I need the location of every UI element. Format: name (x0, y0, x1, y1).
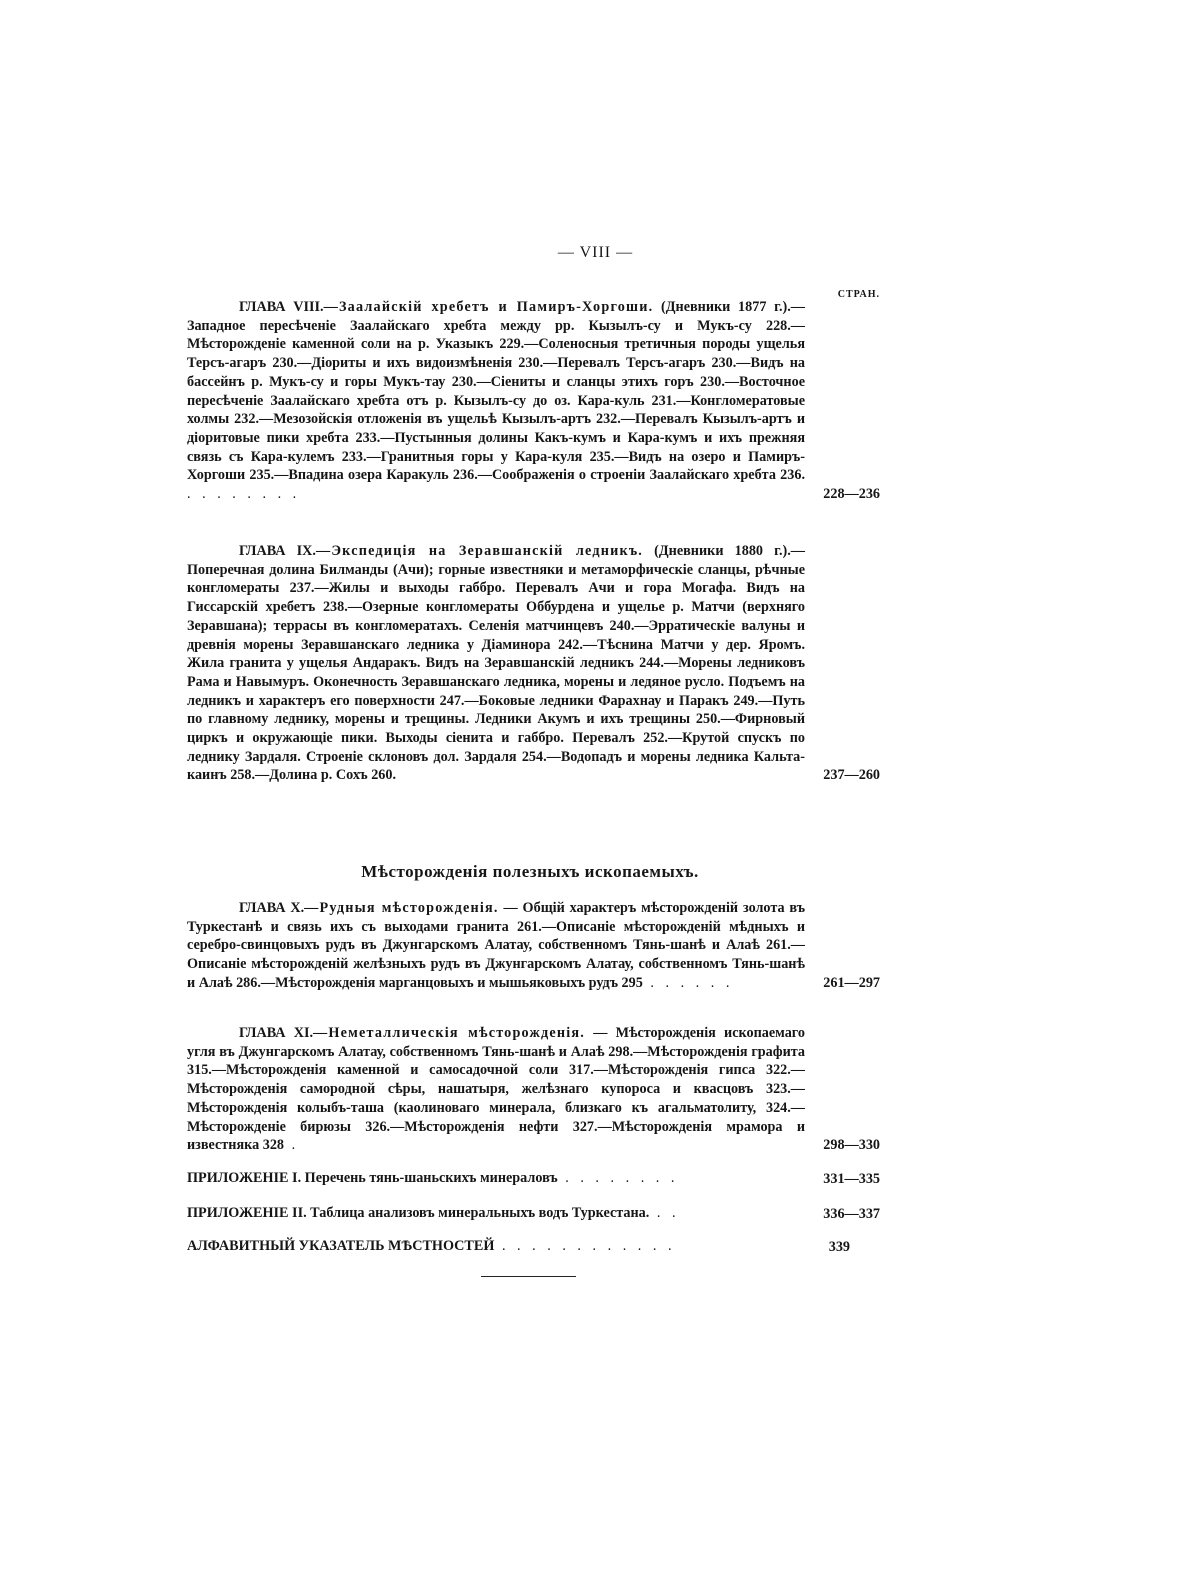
toc-entry-chapter-11 (187, 1024, 880, 1155)
chapter-title: —Рудныя мѣсторожденія. (304, 900, 499, 916)
page-range: 331—335 (823, 1171, 880, 1187)
chapter-summary: — Общій характеръ мѣсторожденій золота въ Туркестанѣ и связь ихъ съ выходами гранита 261.—Описаніе мѣсторожденій мѣдныхъ и серебро-свинцовыхъ рудъ въ Джунгарскомъ Алатау, собственномъ Тянь-шанѣ и Алаѣ 261.—Описаніе мѣсторожденій желѣзныхъ рудъ въ Джунгарскомъ Алатау, собственномъ Тянь-шанѣ и Алаѣ 286.—Мѣсторожденія марганцовыхъ и мышьяковыхъ рудъ 295 (187, 900, 806, 991)
page-range: 261—297 (823, 974, 880, 991)
toc-entry-chapter-8 (187, 298, 880, 504)
chapter-title: —Экспедиція на Зеравшанскій ледникъ. (315, 543, 644, 559)
chapter-title: —Неметаллическія мѣсторожденія. (313, 1025, 585, 1041)
leader-dots: . . . . . . . . . . . . (494, 1238, 676, 1254)
leader-dots: . . . . . . (642, 974, 734, 991)
index-title: АЛФАВИТНЫЙ УКАЗАТЕЛЬ МѢСТНОСТЕЙ (187, 1238, 495, 1254)
chapter-summary: (Дневники 1880 г.).—Поперечная долина Билманды (Ачи); горные известняки и метаморфическіе сланцы, рѣчные конгломераты 237.—Жилы и выходы габбро. Перевалъ Ачи и гора Могафа. Видъ на Гиссарскій хребетъ 238.—Озерные конгломераты Оббурдена и ущелье р. Матчи (верхняго Зеравшана); террасы въ конгломератахъ. Селенія матчинцевъ 240.—Эрратическіе валуны и древнія морены Зеравшанскаго ледника у Діаминора 242.—Тѣснина Матчи у дер. Яромъ. Жила гранита у ущелья Андаракъ. Видъ на Зеравшанскій ледникъ 244.—Морены ледниковъ Рама и Навымуръ. Оконечность Зеравшанскаго ледника, морены и ледяное русло. Подъемъ на ледникъ и характеръ его поверхности 247.—Боковые ледники Фарахнау и Паракъ 249.—Путь по главному леднику, морены и трещины. Ледники Акумъ и ихъ трещины 250.—Фирновый циркъ и окружающіе пики. Выходы сіенита и габбро. Перевалъ 252.—Крутой спускъ по леднику Зардаля. Строеніе склоновъ дол. Зардаля 254.—Водопадъ и морены ледника Кальта-каинъ 258.—Долина р. Сохъ 260. (187, 543, 805, 784)
appendix-title: ПРИЛОЖЕНІЕ I. Перечень тянь-шаньскихъ минераловъ (187, 1170, 558, 1186)
chapter-label: ГЛАВА XI. (239, 1025, 314, 1041)
appendix-title: ПРИЛОЖЕНІЕ II. Таблица анализовъ минеральныхъ водъ Туркестана. (187, 1205, 650, 1221)
page-column-label: СТРАН. (837, 289, 880, 300)
toc-entry-index (187, 1238, 880, 1255)
leader-dots: . . . . . . . . (187, 486, 301, 503)
chapter-summary: (Дневники 1877 г.).—Западное пересѣченіе Заалайскаго хребта между рр. Кызылъ-су и Мукъ-су 228.—Мѣсторожденіе каменной соли на р. Указыкъ 229.—Соленосныя третичныя породы ущелья Терсъ-агаръ 230.—Діориты и ихъ видоизмѣненія 230.—Перевалъ Терсъ-агаръ 230.—Видъ на бассейнъ р. Мукъ-су и горы Мукъ-тау 230.—Сіениты и сланцы этихъ горъ 230.—Восточное пересѣченіе Заалайскаго хребта отъ р. Кызылъ-су до оз. Кара-куль 231.—Конгломератовые холмы 232.—Мезозойскія отложенія въ ущельѣ Кызылъ-артъ 232.—Перевалъ Кызылъ-артъ и діоритовые пики хребта 233.—Пустынныя долины Какъ-кумъ и Кара-кумъ и ихъ прежняя связь съ Кара-кулемъ 233.—Гранитныя горы у Кара-куля 235.—Видъ на озеро и Памиръ-Хоргоши 235.—Впадина озера Каракуль 236.—Соображенія о строеніи Заалайскаго хребта 236. (187, 299, 805, 484)
toc-entry-appendix-2 (187, 1205, 880, 1222)
closing-rule (481, 1276, 576, 1277)
toc-entry-chapter-10 (187, 899, 880, 993)
page-number: — VIII — (557, 244, 634, 261)
leader-dots: . (284, 1137, 300, 1154)
page-range: 228—236 (823, 486, 880, 503)
section-heading: Мѣсторожденія полезныхъ ископаемыхъ. (361, 862, 699, 881)
chapter-title: —Заалайскій хребетъ и Памиръ-Хоргоши. (323, 299, 654, 315)
page-range: 298—330 (823, 1137, 880, 1154)
chapter-label: ГЛАВА VIII. (239, 299, 324, 315)
chapter-label: ГЛАВА X. (239, 900, 305, 916)
page-range: 237—260 (823, 767, 880, 784)
page-range: 336—337 (823, 1206, 880, 1222)
page-range: 339 (828, 1239, 850, 1255)
chapter-summary: — Мѣсторожденія ископаемаго угля въ Джунгарскомъ Алатау, собственномъ Тянь-шанѣ и Алаѣ 298.—Мѣсторожденія графита 315.—Мѣсторожденія каменной и самосадочной соли 317.—Мѣсторожденія гипса 322.—Мѣсторожденія самородной сѣры, нашатыря, желѣзнаго купороса и квасцовъ 323.—Мѣсторожденія колыбъ-таша (каолиноваго минерала, близкаго къ агальматолиту, 324.—Мѣсторожденіе бирюзы 326.—Мѣсторожденія нефти 327.—Мѣсторожденія мрамора и известняка 328 (187, 1025, 805, 1154)
leader-dots: . . (649, 1205, 680, 1221)
toc-entry-appendix-1 (187, 1170, 880, 1187)
toc-entry-chapter-9 (187, 542, 880, 785)
leader-dots: . . . . . . . . (557, 1170, 679, 1186)
chapter-label: ГЛАВА IX. (239, 543, 316, 559)
